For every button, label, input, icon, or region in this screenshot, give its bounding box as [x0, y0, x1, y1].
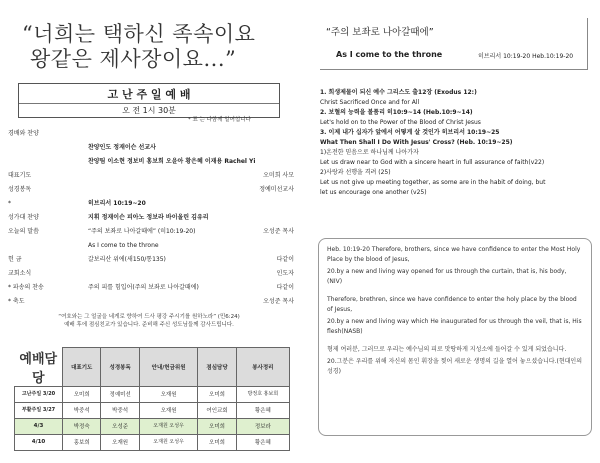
order-row	[8, 284, 296, 292]
duty-cell: 여인교회	[198, 402, 236, 418]
order-label: * 축도	[8, 298, 25, 305]
order-mid: As I come to the throne	[88, 242, 159, 249]
duty-header: 봉사정리	[236, 348, 289, 387]
duty-table	[14, 347, 290, 451]
duty-cell: 홍보희	[63, 434, 101, 450]
duty-header: 대표기도	[63, 348, 101, 387]
sermon-title-english: As I come to the throne	[336, 50, 443, 59]
order-label: 교회소식	[8, 270, 32, 277]
sermon-outline	[320, 88, 590, 198]
duty-cell: 오성준	[101, 418, 139, 434]
scripture-paragraph: 형제 여러분, 그러므로 우리는 예수님의 피로 맛땅하게 지성소에 들어갈 수 있게 되었습니다.	[327, 346, 567, 353]
service-time: 오 전 1시 30분	[122, 106, 176, 115]
order-right: 오성준 목사	[263, 298, 294, 305]
order-mid: 주의 피를 힘입어(주의 보좌로 나아갈때에)	[88, 284, 199, 291]
headline-line-1: “너희는 택하신 족속이요	[22, 22, 256, 46]
order-label: 성경봉독	[8, 186, 32, 193]
scripture-box	[318, 238, 592, 436]
outline-line: 1. 희생제물이 되신 예수 그리스도 출12장 (Exodus 12:)	[320, 89, 477, 96]
outline-line: Let us draw near to God with a sincere heart in full assurance of faith(v22)	[320, 159, 545, 166]
duty-cell: 오재원	[139, 386, 197, 402]
order-label: 경배와 찬양	[8, 130, 39, 137]
order-row	[8, 158, 296, 166]
order-right: 정예미선교사	[259, 186, 294, 193]
scripture-paragraph: Heb. 10:19-20 Therefore, brothers, since we have confidence to enter the Most Holy Place by the blood of Jesus,	[327, 246, 581, 263]
order-label: 헌 금	[8, 256, 22, 263]
outline-line: 2)사랑과 선행을 격려 (25)	[320, 169, 391, 176]
order-row	[8, 228, 296, 236]
outline-line: 2. 보혈의 능력을 볼품리 히10:9~14 (Heb.10:9~14)	[320, 109, 473, 116]
order-label: 대표기도	[8, 172, 32, 179]
duty-cell: 오미희	[63, 386, 101, 402]
duty-row-highlighted	[15, 418, 290, 434]
duty-cell: 오재원 오성우	[139, 418, 197, 434]
duty-cell: 방정호 홍보희	[236, 386, 289, 402]
order-right: 오성준 목사	[263, 228, 294, 235]
order-row	[8, 172, 296, 180]
duty-cell: 오미희	[198, 386, 236, 402]
order-right: 오미희 사모	[263, 172, 294, 179]
duty-header: 안내/헌금위원	[139, 348, 197, 387]
duty-cell: 정보라	[236, 418, 289, 434]
duty-label-cell	[15, 348, 63, 387]
duty-date: 4/3	[15, 418, 63, 434]
order-mid: 갈보리산 위에(새150/통135)	[88, 256, 166, 263]
duty-header-row	[15, 348, 290, 387]
duty-label: 예배담당	[19, 351, 58, 386]
order-right: 다같이	[276, 284, 294, 291]
order-row	[8, 214, 296, 222]
order-mid: “주의 보좌로 나아갈때에” (히10:19-20)	[88, 228, 196, 235]
order-label: 성가대 찬양	[8, 214, 39, 221]
duty-date: 4/10	[15, 434, 63, 450]
scripture-paragraph: 20.그분은 우리를 위해 자신의 몸인 휘장을 찢어 새로운 생명의 길을 열어 놓으셨습니다.(현대인의 성경)	[327, 358, 583, 375]
scripture-paragraph: 20.by a new and living way which He inaugurated for us through the veil, that is, His flesh(NASB)	[327, 318, 582, 335]
outline-line: What Then Shall I Do With Jesus' Cross? (Heb. 10:19~25)	[320, 139, 513, 146]
duty-cell: 황은혜	[236, 402, 289, 418]
order-row	[8, 270, 296, 278]
duty-header: 성경봉독	[101, 348, 139, 387]
order-row	[8, 186, 296, 194]
order-right: 다같이	[276, 256, 294, 263]
order-label: * 파송의 찬송	[8, 284, 44, 291]
duty-cell: 오재원	[101, 434, 139, 450]
closing-note	[24, 313, 274, 329]
duty-date: 고난주일 3/20	[15, 386, 63, 402]
lunch-announcement: 예배 후에 점심친교가 있습니다. 준비해 주신 성도님들께 감사드립니다.	[64, 322, 234, 328]
order-mid: 지휘 정재이슨 피아노 정보라 바이올린 김유리	[88, 214, 209, 221]
order-row	[8, 200, 296, 208]
order-right: 인도자	[276, 270, 294, 277]
service-title-box	[18, 83, 280, 118]
outline-line: let us encourage one another (v25)	[320, 189, 427, 196]
order-row	[8, 256, 296, 264]
order-label: *	[8, 200, 11, 207]
outline-line: 3. 이제 내가 십자가 앞에서 어떻게 살 것인가 히브리서 10:19~25	[320, 129, 500, 136]
duty-header: 점심담당	[198, 348, 236, 387]
outline-line: Let's hold on to the Power of the Blood of Christ Jesus	[320, 119, 481, 126]
headline-line-2: 왕같은 제사장이요...”	[30, 47, 237, 71]
scripture-paragraph: 20.by a new and living way opened for us through the curtain, that is, his body, (NIV)	[327, 268, 567, 285]
duty-cell: 박중석	[101, 402, 139, 418]
duty-row	[15, 434, 290, 450]
outline-line: Christ Sacrificed Once and for All	[320, 99, 420, 106]
duty-cell: 오재원 오성우	[139, 434, 197, 450]
stand-note: * 표 는 다함께 일어섭니다	[188, 117, 251, 123]
outline-line: Let us not give up meeting together, as some are in the habit of doing, but	[320, 179, 546, 186]
duty-cell: 정예미선	[101, 386, 139, 402]
order-mid: 찬양인도 정재이슨 선교사	[88, 144, 156, 151]
duty-cell: 오미희	[198, 418, 236, 434]
outline-line: 1)온전한 믿음으로 하나님께 나아가자	[320, 149, 419, 156]
order-label: 오늘의 말씀	[8, 228, 39, 235]
order-row	[8, 144, 296, 152]
duty-date: 부활주일 3/27	[15, 402, 63, 418]
duty-cell: 오재원	[139, 402, 197, 418]
duty-row	[15, 386, 290, 402]
service-title: 고 난 주 일 예 배	[19, 84, 279, 104]
headline	[22, 22, 292, 72]
order-row	[8, 298, 296, 306]
duty-row	[15, 402, 290, 418]
order-mid: 히브리서 10:19~20	[88, 200, 146, 207]
duty-cell: 황은혜	[236, 434, 289, 450]
right-page	[300, 0, 600, 463]
sermon-title-korean: “주의 보좌로 나아갈때에”	[326, 27, 434, 38]
scripture-paragraph: Therefore, brethren, since we have confidence to enter the holy place by the blood of Jesus,	[327, 296, 577, 313]
duty-cell: 오미희	[198, 434, 236, 450]
benediction-verse: “여호와는 그 얼굴을 네게로 향하여 드사 평강 주시기를 원하노라” (민6:24)	[58, 314, 240, 320]
duty-cell: 박정숙	[63, 418, 101, 434]
sermon-reference: 히브리서 10:19-20 Heb.10:19-20	[478, 53, 574, 60]
order-mid: 찬양팀 이소현 정보비 홍보희 오윤아 황은혜 이재용 Rachel Yi	[88, 158, 256, 165]
duty-cell: 박중석	[63, 402, 101, 418]
order-row	[8, 130, 296, 138]
order-row	[8, 242, 296, 250]
